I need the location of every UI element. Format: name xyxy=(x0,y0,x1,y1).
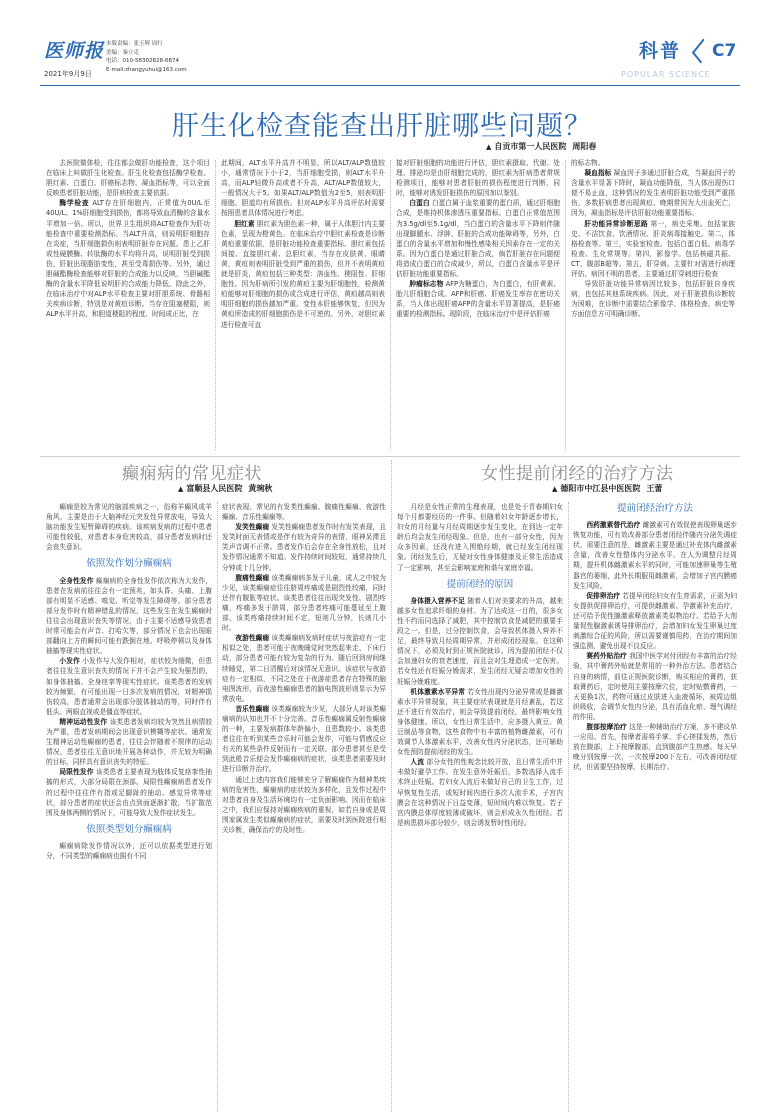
paragraph xyxy=(573,722,737,772)
paragraph-text: ALT存在肝细胞内，正常值为0U/L至40U/L。1%肝细胞受到损伤，都将导致血清酶的含量水平增加一倍。所以，世界卫生组织将ALT检查作为肝功能检查中重要检测指标。当ALT升高，则说明肝细胞存在炎症，当肝细胞损伤则表明肝脏存在问题。患上乙肝或性硬膜酶、转肽酶的水平均将升高，说明肝脏受到损伤，肝脏出现脂肪变性，甚至受毒损伤等。另外，通过胆碱酯酶检查能够对肝脏的合成能力以反映，当胆碱酯酶的含量水平降低说明肝的合成能力降低。除此之外，在临床治疗中对ALP水平检查主要对肝胆系统、骨骼相关疾病诊断，特别是对黄疸诊断。当存在阻塞梗阻，则ALP水平升高，和胆道梗阻的程度、时间成正比，在 xyxy=(46,199,210,319)
paragraph-text: 雌激素可有效促使表现卵巢逐步恢复功能，可有效改善部分患者闭经伴随内分泌失调症状，需要注意的是，雌激素主要是通过补充体内雌激素含量，改善女性整体内分泌水平。在人为调整月经周期，提升机体雌激素水平的同时，可能加速卵巢等生殖器官的萎缩，此外长期服用雌激素，会增加子宫内膜癌发生风险。 xyxy=(573,521,737,590)
section-divider xyxy=(40,456,740,457)
paragraph xyxy=(397,596,563,687)
paragraph-text: 该类癫痫病多发于儿童，成人之中较为少见，该类癫痫症往往脐周疼痛或是剧烈性绞痛，同时还伴有腹胀等症状。该类患者往往出现突发性、剧烈疼痛，疼痛多发于脐周，部分患者疼痛可能蔓延至上腹部，该类疼痛持续时间不定，短则几分钟，长则几小时。 xyxy=(222,573,386,633)
paragraph-text: 该类患者发病均较为突然且病情较为严重，患者发病期间会出现意识模糊等症状。通常发生精神运动性癫痫的患者，往往会伴随着不规律的运动情况，患者往往无意识地开展各种动作，并无较为明确的目标，同样具有意识丧失的特征。 xyxy=(46,717,212,767)
epilepsy-article-byline xyxy=(178,483,272,494)
subhead: 肝功能异常诊断思路 xyxy=(584,219,649,228)
paragraph xyxy=(222,573,386,634)
page-number: C7 xyxy=(712,41,737,61)
paragraph xyxy=(46,717,212,767)
paragraph xyxy=(573,651,737,722)
paragraph xyxy=(396,198,560,279)
epilepsy-column-2 xyxy=(222,502,386,1114)
section-heading: 提前闭经的原因 xyxy=(446,578,514,590)
paragraph xyxy=(46,198,210,319)
paragraph xyxy=(571,219,735,280)
subhead: 酶学检查 xyxy=(59,199,90,208)
paragraph-text: 该类癫痫较为少见，大部分人对该类癫痫病的认知也并不十分完善。音乐性癫痫属反射性癫痫的一种，主要发病群体年龄偏小，且患数较小。该类患者往往在听到某些音乐时可能会发作，可能与情感反应有关的某些条件反射而有一定关联。部分患者甚至是受到此般音乐便会发作癫痫病的症状，该类患者需要及时进行诊断并治疗。 xyxy=(222,704,386,774)
paragraph-text: 我国中医学对付闭经有丰富的治疗经验，其中膏药外贴就是常用的一种外治方法。患者结合自身的病情，前往正规医院诊断，购买相应的膏药，获取膏药后，定时使用主要按摩穴位，定时贴敷膏药，一天更换1次，药物可通过皮肤进入血液循环，被周边组织吸收，会调节女性内分泌，具有活血化瘀、理气调经的作用。 xyxy=(573,652,737,721)
paragraph-text: 这是一种辅助治疗方案，多不建议单一应用。首先，按摩者需将手掌、手心搓揉发热，然后放在腹部，上下按摩腹部，直到腹部产生热感。每天早晚分别按摩一次，一次按摩200下左右，可改善闭经症状，但需要坚持按摩，长期治疗。 xyxy=(573,722,737,772)
main-article-byline xyxy=(486,141,596,152)
subhead: 白蛋白 xyxy=(409,199,430,208)
main-article-column-1 xyxy=(46,158,210,454)
paragraph xyxy=(222,704,386,775)
paragraph-text: 小发作与大发作相对，症状较为细微，但患者往往发生意识丧失的情况下并不会产生较为强烈的，如身体抽搐、全身痉挛等现实性症状。该类患者的发病较为频繁，有可能出现一日多次发病的情况，对精神损伤较高，患者通常会出现部分肢体抽动的等，同时伴有低头、两眼直视或是僵直等症状。 xyxy=(46,657,212,716)
paragraph xyxy=(222,633,386,704)
menstrual-column-1 xyxy=(397,502,563,1114)
paragraph xyxy=(222,522,386,572)
paragraph: 癫痫病除发作情况以外，还可以依据类型进行划分，不同类型的癫痫病也拥有不同 xyxy=(46,841,212,860)
epilepsy-article-title: 癫痫病的常见症状 xyxy=(122,464,262,484)
paragraph-text: 随着人们对美要求的升高，越来越多女性追求纤细的身材。为了达成这一目的，很多女性不约而同选择了减肥，其中控制饮食是减肥的重要手段之一。但是，过分控制饮食，会导致机体摄入营养不足，最终导致月经周期异常，并形成闭经现象。在这种情况下，必须及时到正规医院就诊。因为提前闭经不仅会加速妇女的衰老速度，而且会对生理造成一定伤害。若女性还有妊娠分娩需求，发生闭经无疑会增加女性的妊娠分娩难度。 xyxy=(397,596,563,686)
paragraph-text: 胆红素为胆色素一种，属于人体胆汁内主要色素，呈现为橙黄色。在临床治疗中胆红素检查是诊断黄疸重要依据，是肝脏功能检查重要指标。胆红素包括间接、直接胆红素、总胆红素，当存在皮肤黄、眼睛黄，黄疸则表明肝脏受到严重的损伤，但并不表明黄疸就是肝炎，黄疸包括三种类型：溶血性、梗阻性、肝细胞性。因为肝病所引发的黄疸主要为肝细胞性，检测黄疸能够对肝细胞的损伤或合成进行评估，黄疸越高则表明肝细胞的损伤越加严重。变性本肝能够恢复，但因为黄疸所造成的肝细胞损伤是不可逆的。另外，对胆红素进行检查可直 xyxy=(221,219,385,329)
column-divider xyxy=(568,502,569,1112)
paragraph xyxy=(573,591,737,652)
subhead: 小发作 xyxy=(59,657,80,666)
editor-info xyxy=(106,40,187,74)
triangle-icon: ▲ xyxy=(178,485,184,493)
paragraph: 的标志物。 xyxy=(571,159,605,167)
paragraph: 通过上述内容我们能够充分了解癫痫作为精神类疾病的危害性，癫痫病的症状较为多样化，且发作过程中对患者自身及生活环境均有一定负面影响。因而在临床之中，我们应保持对癫痫疾病的重视，如若自身或是周围家属发生类似癫痫病的症状，需要及时到医院进行相关诊断，确保治疗的及时性。 xyxy=(222,775,386,834)
editor-line: 本版责编：张玉辉 周行 xyxy=(106,41,163,47)
column-divider xyxy=(215,160,216,450)
subhead: 胆红素 xyxy=(234,219,255,228)
main-article-column-2 xyxy=(221,158,385,454)
main-article-column-4 xyxy=(571,158,735,454)
subhead: 身体摄入营养不足 xyxy=(410,596,466,605)
paragraph xyxy=(397,757,563,828)
subhead: 夜游性癫痫 xyxy=(235,634,270,643)
paragraph-text: 若女性出现内分泌异常或是雌激素水平异常现象，其主要症状表现就是月经紊乱，若这还不进行有效治疗，则会导致提前闭经，最终影响女性身体健康。所以，女性日常生活中，应多摄入黄豆、黄豆制品等食物，这些食物中有丰富的植物雌激素，可有效调节人体激素水平，改善女性内分泌状态，还可辅助女性预防提前闭经的发生。 xyxy=(397,687,563,757)
main-article-title: 肝生化检查能查出肝脏哪些问题？ xyxy=(172,111,592,142)
paragraph-text: 凝血因子多通过肝脏合成，当凝血因子的含量水平显著下降时，凝血功能降低，当人体出现伤口便不易止血，这种情况的发生表明肝脏功能受到严重损伤，多数肝病患者出现黄疸、晚期常因为大出血死亡，因为，凝血指标是评估肝脏功能重要指标。 xyxy=(571,169,735,218)
subhead: 局限性发作 xyxy=(59,768,94,777)
subhead: 全身性发作 xyxy=(59,576,94,585)
paragraph-text: 该类癫痫病发病时症状与夜游症有一定相似之处，患者可能于夜晚睡觉时突然起来走、下床行动，部分患者可能有较为复杂的行为。随后回到房间继续睡觉，第二日清醒后对该情况无意识。该症状与夜游症有一定相似，不同之处在于夜游症患者存在特殊的脑电图波形，而夜游性癫痫患者的脑电图波形则显示为异常放电。 xyxy=(222,634,386,703)
paragraph-text: 第一，病史采集。包括家族史、不洁饮食、饮酒情况、肝炎病毒接触史。第二，体格检查等。第三，实验室检查。包括白蛋白低、病毒学检查、生化常规等。第四，影像学。包括核磁共振、CT、腹部B超等。第五，肝穿刺。主要针对需进行病理评估、病因不明的患者，主要通过肝穿刺进行检查 xyxy=(571,219,735,279)
subhead: 腹痛性癫痫 xyxy=(235,573,270,582)
menstrual-article-title: 女性提前闭经的治疗方法 xyxy=(481,464,674,484)
editor-line: E-mail:zhangyuhui@163.com xyxy=(106,66,187,73)
paragraph: 去医院做体检，往往都会做肝功能检查，这个项目在临床上叫做肝生化检查。肝生化检查包括酶学检查、胆红素、白蛋白、肝癌标志物、凝血指标等，可以全面反映患者肝脏功能，是肝病检查主要依据。 xyxy=(46,159,210,198)
byline-org: 德阳市中江县中医医院 xyxy=(560,484,641,493)
subhead: 人流 xyxy=(410,758,425,767)
subhead: 肿瘤标志物 xyxy=(409,280,444,289)
editor-line: 电话：010-58302828-6874 xyxy=(106,58,179,64)
byline-author: 黄琬秋 xyxy=(248,484,273,493)
paragraph xyxy=(397,687,563,758)
chevron-left-icon xyxy=(692,38,712,63)
paragraph-text: 该类患者主要表现为肢体反复痉挛性抽搐的形式，大部分局限在颈部。局限性癫痫病患者发作的过程中往往伴有指或足脚趾的抽动、感觉异常等症状，部分患者的症状还会由点到面逐渐扩散，当扩散范围及身体两侧的情况下，可能导致大发作症状发生。 xyxy=(46,768,212,817)
column-divider xyxy=(565,160,566,450)
byline-author: 王蕾 xyxy=(646,484,663,493)
issue-date: 2021年9月9日 xyxy=(44,70,92,78)
subhead: 赛药外贴治疗 xyxy=(586,652,627,661)
paragraph-text: AFP为糖蛋白，为白蛋白，有肝黄素、胎儿肝细胞合成。AFP和肝癌、肝癌发生率存在密切关系，当人体出现肝癌AFP的含量水平显著提高，是肝癌重要的检测指标。现阶段，在临床治疗中是评估肝癌 xyxy=(396,280,560,319)
paragraph-text: 白蛋白属于血浆重要的蛋白质，通过肝细胞合成，是维持机体渗透压重要指标。白蛋白正常值范围为3.5g/dl至5.1g/dl，当白蛋白的含量水平下降则伴随出现脚腫水、浮肿、肝脏的合成功能障碍等，另外，白蛋白的含量水平增加和慢性感染相关因素存在一定的关系。因为白蛋白是通过肝脏合成，倘若肝脏存在问题便将造成白蛋白的合成减少，所以，白蛋白含量水平是评估肝脏功能重要指标。 xyxy=(396,199,560,279)
paragraph: 接对肝脏细胞的功能进行评估，胆红素摄取、代谢、处理、排泌均是由肝细胞完成的，胆红素为肝病患者常规检测项目，能够对患者肝脏的损伤程度进行判断，同时，能够对诱发肝脏损伤的原因加以鉴别。 xyxy=(396,159,560,198)
paragraph: 导致肝脏功能异常病因比较多，包括肝脏自身疾病，也包括其他系统疾病。因此，对于肝脏损伤诊断较为困难，在诊断中需要结合影像学、体格检查、病史等方面信息方可明确诊断。 xyxy=(571,280,735,319)
masthead xyxy=(0,0,780,86)
main-article-column-3 xyxy=(396,158,560,454)
section-name: 科普 xyxy=(639,40,682,62)
subhead: 精神运动性发作 xyxy=(59,717,108,726)
paragraph xyxy=(221,219,385,330)
section-heading: 依照类型划分癫痫病 xyxy=(86,823,172,835)
triangle-icon: ▲ xyxy=(552,485,558,493)
paragraph: 症状表现。常见的有发类性癫痫、腹痛性癫痫、夜游性癫痫、音乐性癫痫等。 xyxy=(222,503,386,522)
column-divider xyxy=(391,460,392,1112)
subhead: 凝血指标 xyxy=(584,169,612,178)
paragraph xyxy=(46,767,212,817)
paragraph-text: 癫痫病的全身性发作依次称为大发作，患者在发病前往往会有一定预兆，如头昏、头痛、上腹部有明显不适感、嗅觉、听觉等发生障碍等。部分患者部分发作时有精神错乱的情况，这些发生在发生癫痫时往往会出现意识丧失等情况，由于主要不适感导致患者时常可能会有声音、打哈欠等，部分情况下也会出现眼部翻向上方的瞬间可能有跌倒在地、呼吸停顿以及身体抽搐等现实性症状。 xyxy=(46,576,212,656)
subhead: 机体激素水平异常 xyxy=(410,687,466,696)
subhead: 发笑性癫痫 xyxy=(235,523,270,532)
triangle-icon: ▲ xyxy=(486,143,492,151)
newspaper-logo: 医师报 xyxy=(44,40,105,62)
section-name-english: POPULAR SCIENCE xyxy=(621,70,711,79)
paragraph xyxy=(573,520,737,591)
paragraph-text: 若提早闭经妇女有生育需求，正需为妇女提供促排卵治疗，可提供雌激素、孕激素补充治疗，还可给予促性腺激素释放激素类似物治疗。若给予大剂量促性腺激素诱导排卵治疗，会增加妇女发生卵巢过度刺激综合征的风险，所以需要谨慎用药，在治疗期间加强监测，避免出现不良反应。 xyxy=(573,591,737,651)
subhead: 音乐性癫痫 xyxy=(235,704,270,713)
epilepsy-column-1 xyxy=(46,502,212,1114)
paragraph xyxy=(571,168,735,218)
paragraph: 此期间，ALT水平升高并不明显，所以ALT/ALP数值较小，通常情况下小于2，当肝细胞受损，则ALT水平升高，而ALP轻微升高或者不升高，ALT/ALP数值较大，一般情况大于5。如果ALT/ALP数值为2至5，则表明肝细胞、胆道均有所损伤。但对ALP水平升高评估时需要按照患者具体情况进行考虑。 xyxy=(221,159,385,218)
section-heading: 依照发作划分癫痫病 xyxy=(86,558,172,570)
paragraph: 月经是女性正常的生理表现，也是处于青春期妇女每个月都要经历的一件事。但随着妇女年龄逐步增长，妇女的月经量与月经周期逐步发生变化，在到达一定年龄后均会发生闭经现象。但是，也有一部分女性，因为众多因素，还没有进入围绝经期，就已经发生闭经现象。闭经发生后，无疑对女性身体健康及正常生活造成了一定影响，甚至会影响家庭和谐与家庭幸福。 xyxy=(397,503,563,572)
paragraph xyxy=(46,576,212,657)
section-heading: 提前闭经治疗方法 xyxy=(616,503,693,514)
menstrual-article-byline xyxy=(552,483,662,494)
header-rule xyxy=(40,85,740,86)
byline-author: 周阳春 xyxy=(572,142,597,151)
editor-line: 美编：秦立克 xyxy=(106,49,140,56)
byline-org: 自贡市第一人民医院 xyxy=(494,142,567,151)
paragraph-text: 发笑性癫痫患者发作时有发笑表现，且发笑时面无表情或是伴有较为奇异的表情，眼神呆滞且笑声音调不正常。患者发作后会存在全身性放松，且对发作情况通常不知道。发作持续时间较短，通常持续几分钟或十几分钟。 xyxy=(222,523,386,572)
paragraph xyxy=(396,279,560,319)
subhead: 腹部按摩治疗 xyxy=(586,722,627,731)
byline-org: 富顺县人民医院 xyxy=(186,484,243,493)
paragraph: 癫痫是较为常见的脑部疾病之一，俗称羊癫风或羊角风，主要是由于大脑神经元突发性异常放电，导致大脑功能发生短暂障碍的疾病。该疾病发病的过程中患者可能性较低，对患者本身危害较高，部分患者发病时还会丧失意识。 xyxy=(46,503,212,552)
subhead: 西药激素替代治疗 xyxy=(586,521,641,530)
menstrual-column-2 xyxy=(573,502,737,1114)
column-divider xyxy=(390,160,391,450)
paragraph xyxy=(46,656,212,717)
subhead: 促排卵治疗 xyxy=(586,591,621,600)
column-divider xyxy=(217,502,218,1112)
paragraph-text: 部分女性的性观念比较开放，且日常生活中并未做好避孕工作。在发生意外妊娠后，多数选择人流手术终止妊娠。若妇女人流后未做好自己的卫生工作，过早恢复性生活，或短时间内进行多次人流手术，子宫内膜会在这种情况下日益变薄，短时间内难以恢复。若子宫内膜总体厚度较薄或破坏，则会形成永久性闭经。若是病患损坏部分较少，则会诱发暂时性闭经。 xyxy=(397,758,563,827)
